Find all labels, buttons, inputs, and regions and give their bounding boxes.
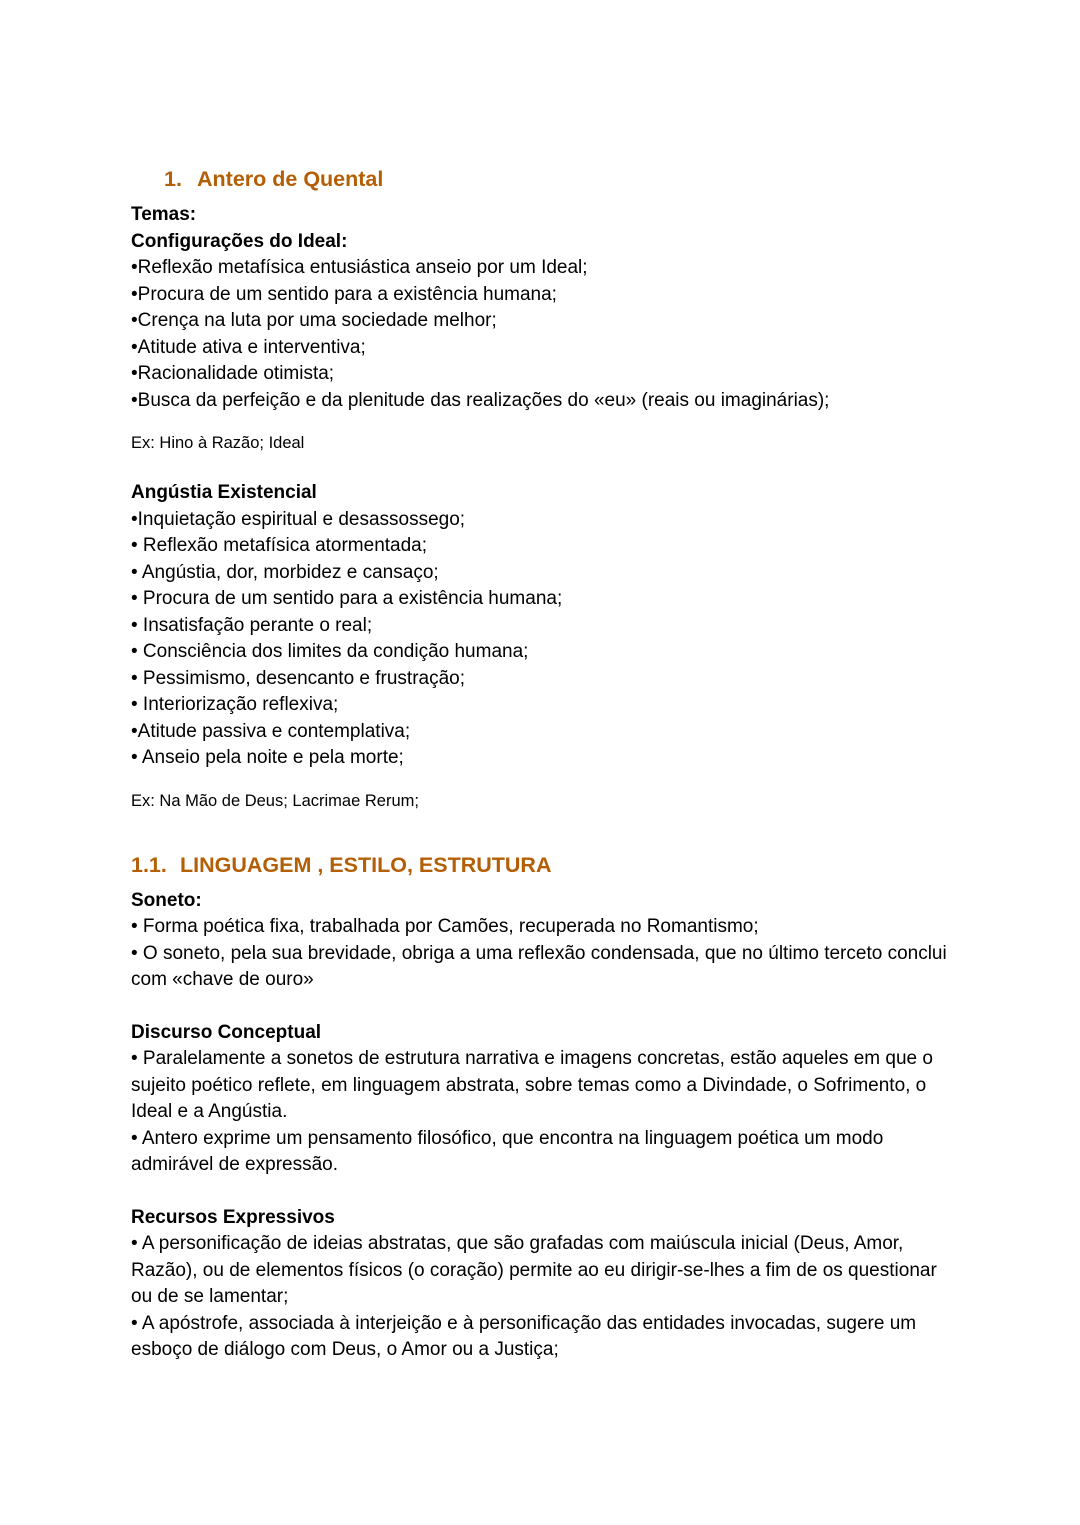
list-item: •Atitude ativa e interventiva;	[131, 336, 366, 358]
list-item: •Reflexão metafísica entusiástica anseio por um Ideal;	[131, 257, 588, 278]
angustia-list	[131, 507, 951, 772]
soneto-paragraph: • Forma poética fixa, trabalhada por Camões, recuperada no Romantismo;	[131, 916, 759, 937]
recursos-paragraph: • A apóstrofe, associada à interjeição e à personificação das entidades invocadas, sugere um esboço de diálogo com Deus, o Amor ou a Justiça;	[131, 1312, 917, 1360]
discurso-paragraph: • Paralelamente a sonetos de estrutura narrativa e imagens concretas, estão aqueles em que o sujeito poético reflete, em linguagem abstrata, sobre temas como a Divindade, o Sofrimento, o Ideal e a Angústia.	[131, 1048, 933, 1122]
list-item: •Busca da perfeição e da plenitude das realizações do «eu» (reais ou imaginárias);	[131, 389, 830, 411]
ideal-heading: Configurações do Ideal:	[131, 230, 348, 252]
section-heading-antero	[164, 164, 951, 194]
ideal-example: Ex: Hino à Razão; Ideal	[131, 434, 305, 452]
list-item: • Procura de um sentido para a existência humana;	[131, 588, 563, 609]
section-title: Antero de Quental	[197, 167, 384, 191]
list-item: • Insatisfação perante o real;	[131, 614, 373, 636]
section-heading-linguagem	[131, 850, 951, 880]
list-item: •Procura de um sentido para a existência humana;	[131, 283, 557, 305]
list-item: • Pessimismo, desencanto e frustração;	[131, 667, 466, 689]
section-number: 1.1.	[131, 852, 167, 877]
document-page	[131, 164, 951, 1364]
ideal-list	[131, 255, 951, 414]
section-number: 1.	[164, 167, 182, 191]
soneto-paragraph: • O soneto, pela sua brevidade, obriga a uma reflexão condensada, que no último terceto conclui com «chave de ouro»	[131, 942, 947, 990]
discurso-paragraph: • Antero exprime um pensamento filosófico, que encontra na linguagem poética um modo admirável de expressão.	[131, 1127, 884, 1175]
soneto-heading: Soneto:	[131, 889, 202, 911]
angustia-heading: Angústia Existencial	[131, 482, 317, 503]
section-title: LINGUAGEM , ESTILO, ESTRUTURA	[180, 852, 552, 877]
recursos-heading: Recursos Expressivos	[131, 1206, 335, 1228]
list-item: • Consciência dos limites da condição humana;	[131, 641, 529, 662]
recursos-paragraph: • A personificação de ideias abstratas, que são grafadas com maiúscula inicial (Deus, Amor, Razão), ou de elementos físicos (o coração) permite ao eu dirigir-se-lhes a fim de os questionar ou de se lamentar;	[131, 1233, 937, 1307]
list-item: •Atitude passiva e contemplativa;	[131, 720, 411, 742]
angustia-example: Ex: Na Mão de Deus; Lacrimae Rerum;	[131, 791, 419, 810]
list-item: •Crença na luta por uma sociedade melhor;	[131, 310, 497, 331]
list-item: • Anseio pela noite e pela morte;	[131, 747, 404, 768]
list-item: •Racionalidade otimista;	[131, 363, 335, 384]
temas-label: Temas:	[131, 204, 197, 225]
discurso-heading: Discurso Conceptual	[131, 1021, 322, 1043]
list-item: •Inquietação espiritual e desassossego;	[131, 508, 466, 530]
list-item: • Interiorização reflexiva;	[131, 694, 339, 715]
list-item: • Reflexão metafísica atormentada;	[131, 535, 428, 556]
list-item: • Angústia, dor, morbidez e cansaço;	[131, 561, 439, 583]
